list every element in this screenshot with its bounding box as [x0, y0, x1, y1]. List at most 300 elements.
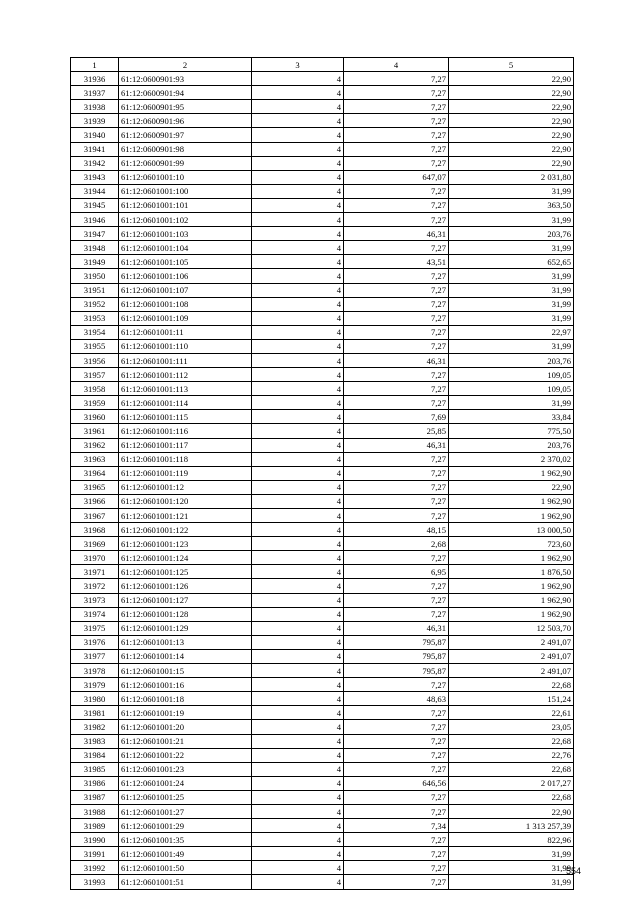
cadastral-number-cell: 61:12:0601001:14	[119, 649, 252, 663]
col4-cell: 646,56	[344, 776, 449, 790]
row-number-cell: 31979	[71, 678, 119, 692]
col5-cell: 22,90	[449, 128, 574, 142]
col5-cell: 22,97	[449, 325, 574, 339]
row-number-cell: 31939	[71, 114, 119, 128]
table-row	[71, 706, 574, 720]
col4-cell: 7,27	[344, 368, 449, 382]
col3-cell: 4	[252, 114, 344, 128]
row-number-cell: 31981	[71, 706, 119, 720]
col3-cell: 4	[252, 678, 344, 692]
row-number-cell: 31983	[71, 734, 119, 748]
col3-cell: 4	[252, 621, 344, 635]
cadastral-number-cell: 61:12:0600901:94	[119, 86, 252, 100]
cadastral-number-cell: 61:12:0601001:120	[119, 494, 252, 508]
cadastral-number-cell: 61:12:0601001:115	[119, 410, 252, 424]
row-number-cell: 31955	[71, 339, 119, 353]
row-number-cell: 31943	[71, 170, 119, 184]
table-row	[71, 607, 574, 621]
col4-cell: 7,27	[344, 762, 449, 776]
cadastral-number-cell: 61:12:0600901:93	[119, 72, 252, 86]
row-number-cell: 31978	[71, 664, 119, 678]
table-row	[71, 509, 574, 523]
cadastral-number-cell: 61:12:0601001:127	[119, 593, 252, 607]
col3-cell: 4	[252, 466, 344, 480]
col3-cell: 4	[252, 579, 344, 593]
col4-cell: 7,27	[344, 396, 449, 410]
cadastral-number-cell: 61:12:0601001:16	[119, 678, 252, 692]
row-number-cell: 31964	[71, 466, 119, 480]
col3-cell: 4	[252, 368, 344, 382]
col5-cell: 652,65	[449, 255, 574, 269]
col4-cell: 7,27	[344, 480, 449, 494]
row-number-cell: 31941	[71, 142, 119, 156]
col3-cell: 4	[252, 720, 344, 734]
col3-cell: 4	[252, 353, 344, 367]
col3-cell: 4	[252, 213, 344, 227]
col5-cell: 775,50	[449, 424, 574, 438]
cadastral-number-cell: 61:12:0601001:11	[119, 325, 252, 339]
cadastral-number-cell: 61:12:0600901:97	[119, 128, 252, 142]
table-row	[71, 537, 574, 551]
col4-cell: 7,27	[344, 269, 449, 283]
col4-cell: 7,27	[344, 184, 449, 198]
col3-cell: 4	[252, 452, 344, 466]
col3-cell: 4	[252, 607, 344, 621]
row-number-cell: 31946	[71, 213, 119, 227]
col5-cell: 31,99	[449, 241, 574, 255]
table-row	[71, 227, 574, 241]
col3-cell: 4	[252, 748, 344, 762]
table-row	[71, 720, 574, 734]
table-row	[71, 621, 574, 635]
cadastral-number-cell: 61:12:0601001:125	[119, 565, 252, 579]
col3-cell: 4	[252, 635, 344, 649]
table-row	[71, 396, 574, 410]
col5-cell: 31,99	[449, 311, 574, 325]
row-number-cell: 31959	[71, 396, 119, 410]
col3-cell: 4	[252, 410, 344, 424]
col3-cell: 4	[252, 438, 344, 452]
table-row	[71, 213, 574, 227]
col5-cell: 203,76	[449, 353, 574, 367]
column-header-5: 5	[449, 58, 574, 72]
col4-cell: 7,27	[344, 847, 449, 861]
col4-cell: 7,27	[344, 790, 449, 804]
col3-cell: 4	[252, 297, 344, 311]
col3-cell: 4	[252, 776, 344, 790]
table-row	[71, 424, 574, 438]
col3-cell: 4	[252, 494, 344, 508]
row-number-cell: 31961	[71, 424, 119, 438]
cadastral-number-cell: 61:12:0601001:35	[119, 833, 252, 847]
col4-cell: 7,27	[344, 861, 449, 875]
table-row	[71, 452, 574, 466]
cadastral-number-cell: 61:12:0601001:21	[119, 734, 252, 748]
col4-cell: 647,07	[344, 170, 449, 184]
col5-cell: 2 031,80	[449, 170, 574, 184]
col3-cell: 4	[252, 142, 344, 156]
col5-cell: 12 503,70	[449, 621, 574, 635]
cadastral-number-cell: 61:12:0601001:122	[119, 523, 252, 537]
table-row	[71, 184, 574, 198]
col5-cell: 31,99	[449, 184, 574, 198]
col3-cell: 4	[252, 100, 344, 114]
table-row	[71, 692, 574, 706]
col5-cell: 13 000,50	[449, 523, 574, 537]
col4-cell: 7,69	[344, 410, 449, 424]
col5-cell: 1 313 257,39	[449, 819, 574, 833]
col4-cell: 46,31	[344, 353, 449, 367]
col4-cell: 7,27	[344, 579, 449, 593]
col4-cell: 7,27	[344, 241, 449, 255]
table-row	[71, 382, 574, 396]
row-number-cell: 31945	[71, 198, 119, 212]
table-row	[71, 664, 574, 678]
col5-cell: 31,99	[449, 339, 574, 353]
cadastral-number-cell: 61:12:0601001:112	[119, 368, 252, 382]
row-number-cell: 31967	[71, 509, 119, 523]
col5-cell: 31,99	[449, 861, 574, 875]
col4-cell: 25,85	[344, 424, 449, 438]
cadastral-number-cell: 61:12:0601001:107	[119, 283, 252, 297]
row-number-cell: 31966	[71, 494, 119, 508]
cadastral-number-cell: 61:12:0601001:108	[119, 297, 252, 311]
cadastral-number-cell: 61:12:0601001:23	[119, 762, 252, 776]
table-row	[71, 649, 574, 663]
table-row	[71, 156, 574, 170]
col3-cell: 4	[252, 790, 344, 804]
col5-cell: 31,99	[449, 213, 574, 227]
col5-cell: 22,90	[449, 142, 574, 156]
col3-cell: 4	[252, 692, 344, 706]
cadastral-number-cell: 61:12:0601001:105	[119, 255, 252, 269]
col4-cell: 7,27	[344, 100, 449, 114]
row-number-cell: 31937	[71, 86, 119, 100]
col5-cell: 31,99	[449, 396, 574, 410]
table-row	[71, 734, 574, 748]
col3-cell: 4	[252, 861, 344, 875]
row-number-cell: 31986	[71, 776, 119, 790]
column-header-3: 3	[252, 58, 344, 72]
col4-cell: 7,27	[344, 804, 449, 818]
col4-cell: 7,27	[344, 297, 449, 311]
col5-cell: 2 017,27	[449, 776, 574, 790]
table-row	[71, 100, 574, 114]
col5-cell: 31,99	[449, 297, 574, 311]
col3-cell: 4	[252, 537, 344, 551]
col4-cell: 7,27	[344, 128, 449, 142]
col5-cell: 22,68	[449, 734, 574, 748]
col3-cell: 4	[252, 86, 344, 100]
table-row	[71, 325, 574, 339]
col5-cell: 22,90	[449, 100, 574, 114]
table-row	[71, 410, 574, 424]
table-row	[71, 776, 574, 790]
cadastral-number-cell: 61:12:0600901:99	[119, 156, 252, 170]
col5-cell: 151,24	[449, 692, 574, 706]
col5-cell: 203,76	[449, 227, 574, 241]
column-header-1: 1	[71, 58, 119, 72]
cadastral-number-cell: 61:12:0601001:116	[119, 424, 252, 438]
table-row	[71, 269, 574, 283]
col4-cell: 7,27	[344, 339, 449, 353]
col5-cell: 363,50	[449, 198, 574, 212]
table-row	[71, 593, 574, 607]
table-row	[71, 833, 574, 847]
col3-cell: 4	[252, 325, 344, 339]
col5-cell: 22,90	[449, 804, 574, 818]
table-row	[71, 368, 574, 382]
col5-cell: 2 491,07	[449, 649, 574, 663]
table-row	[71, 551, 574, 565]
row-number-cell: 31977	[71, 649, 119, 663]
col4-cell: 795,87	[344, 635, 449, 649]
col4-cell: 7,27	[344, 748, 449, 762]
cadastral-number-cell: 61:12:0601001:126	[119, 579, 252, 593]
col5-cell: 1 962,90	[449, 551, 574, 565]
table-row	[71, 311, 574, 325]
col5-cell: 822,96	[449, 833, 574, 847]
col3-cell: 4	[252, 762, 344, 776]
cadastral-number-cell: 61:12:0601001:104	[119, 241, 252, 255]
cadastral-number-cell: 61:12:0601001:123	[119, 537, 252, 551]
col3-cell: 4	[252, 72, 344, 86]
col3-cell: 4	[252, 551, 344, 565]
cadastral-number-cell: 61:12:0601001:113	[119, 382, 252, 396]
row-number-cell: 31993	[71, 875, 119, 889]
col3-cell: 4	[252, 255, 344, 269]
col4-cell: 46,31	[344, 227, 449, 241]
table-row	[71, 748, 574, 762]
table-row	[71, 762, 574, 776]
cadastral-number-cell: 61:12:0601001:110	[119, 339, 252, 353]
col3-cell: 4	[252, 593, 344, 607]
col4-cell: 7,27	[344, 325, 449, 339]
cadastral-number-cell: 61:12:0601001:18	[119, 692, 252, 706]
table-row	[71, 804, 574, 818]
col3-cell: 4	[252, 734, 344, 748]
column-header-4: 4	[344, 58, 449, 72]
col3-cell: 4	[252, 706, 344, 720]
table-row	[71, 198, 574, 212]
cadastral-number-cell: 61:12:0601001:109	[119, 311, 252, 325]
col5-cell: 2 370,02	[449, 452, 574, 466]
col5-cell: 1 962,90	[449, 593, 574, 607]
col3-cell: 4	[252, 819, 344, 833]
col5-cell: 22,90	[449, 156, 574, 170]
table-row	[71, 438, 574, 452]
col4-cell: 7,27	[344, 720, 449, 734]
cadastral-number-cell: 61:12:0601001:50	[119, 861, 252, 875]
col4-cell: 7,27	[344, 551, 449, 565]
col5-cell: 31,99	[449, 283, 574, 297]
col4-cell: 795,87	[344, 664, 449, 678]
col4-cell: 7,27	[344, 142, 449, 156]
row-number-cell: 31952	[71, 297, 119, 311]
col3-cell: 4	[252, 283, 344, 297]
col4-cell: 48,63	[344, 692, 449, 706]
row-number-cell: 31980	[71, 692, 119, 706]
cadastral-number-cell: 61:12:0601001:129	[119, 621, 252, 635]
col5-cell: 203,76	[449, 438, 574, 452]
row-number-cell: 31949	[71, 255, 119, 269]
col3-cell: 4	[252, 241, 344, 255]
column-header-2: 2	[119, 58, 252, 72]
col5-cell: 22,61	[449, 706, 574, 720]
cadastral-number-cell: 61:12:0600901:95	[119, 100, 252, 114]
table-row	[71, 114, 574, 128]
col4-cell: 46,31	[344, 438, 449, 452]
col4-cell: 43,51	[344, 255, 449, 269]
col4-cell: 7,27	[344, 86, 449, 100]
cadastral-number-cell: 61:12:0601001:102	[119, 213, 252, 227]
table-row	[71, 142, 574, 156]
col5-cell: 1 876,50	[449, 565, 574, 579]
cadastral-number-cell: 61:12:0601001:51	[119, 875, 252, 889]
col5-cell: 723,60	[449, 537, 574, 551]
col4-cell: 7,27	[344, 198, 449, 212]
col3-cell: 4	[252, 424, 344, 438]
table-header	[71, 58, 574, 72]
col3-cell: 4	[252, 875, 344, 889]
cadastral-number-cell: 61:12:0601001:20	[119, 720, 252, 734]
col3-cell: 4	[252, 509, 344, 523]
table-row	[71, 339, 574, 353]
col5-cell: 22,90	[449, 114, 574, 128]
col4-cell: 7,27	[344, 466, 449, 480]
col4-cell: 7,27	[344, 494, 449, 508]
col4-cell: 7,27	[344, 734, 449, 748]
col4-cell: 7,27	[344, 72, 449, 86]
row-number-cell: 31950	[71, 269, 119, 283]
col3-cell: 4	[252, 396, 344, 410]
col5-cell: 31,99	[449, 875, 574, 889]
cadastral-number-cell: 61:12:0601001:124	[119, 551, 252, 565]
col4-cell: 7,27	[344, 706, 449, 720]
col5-cell: 23,05	[449, 720, 574, 734]
col5-cell: 31,99	[449, 847, 574, 861]
row-number-cell: 31938	[71, 100, 119, 114]
col4-cell: 7,27	[344, 114, 449, 128]
col3-cell: 4	[252, 523, 344, 537]
col3-cell: 4	[252, 847, 344, 861]
table-row	[71, 86, 574, 100]
col5-cell: 1 962,90	[449, 509, 574, 523]
col3-cell: 4	[252, 170, 344, 184]
cadastral-number-cell: 61:12:0601001:119	[119, 466, 252, 480]
table-row	[71, 861, 574, 875]
col3-cell: 4	[252, 184, 344, 198]
table-row	[71, 466, 574, 480]
table-row	[71, 480, 574, 494]
table-row	[71, 523, 574, 537]
col4-cell: 7,27	[344, 382, 449, 396]
col3-cell: 4	[252, 156, 344, 170]
cadastral-number-cell: 61:12:0601001:101	[119, 198, 252, 212]
col5-cell: 109,05	[449, 382, 574, 396]
cadastral-number-cell: 61:12:0601001:118	[119, 452, 252, 466]
row-number-cell: 31973	[71, 593, 119, 607]
row-number-cell: 31987	[71, 790, 119, 804]
col3-cell: 4	[252, 339, 344, 353]
cadastral-number-cell: 61:12:0601001:19	[119, 706, 252, 720]
col5-cell: 22,90	[449, 72, 574, 86]
row-number-cell: 31982	[71, 720, 119, 734]
row-number-cell: 31965	[71, 480, 119, 494]
cadastral-number-cell: 61:12:0601001:24	[119, 776, 252, 790]
row-number-cell: 31960	[71, 410, 119, 424]
col3-cell: 4	[252, 833, 344, 847]
cadastral-number-cell: 61:12:0601001:10	[119, 170, 252, 184]
col5-cell: 31,99	[449, 269, 574, 283]
table-row	[71, 128, 574, 142]
col5-cell: 22,68	[449, 678, 574, 692]
cadastral-number-cell: 61:12:0601001:27	[119, 804, 252, 818]
col4-cell: 7,27	[344, 509, 449, 523]
row-number-cell: 31954	[71, 325, 119, 339]
row-number-cell: 31957	[71, 368, 119, 382]
row-number-cell: 31963	[71, 452, 119, 466]
table-row	[71, 565, 574, 579]
col4-cell: 795,87	[344, 649, 449, 663]
table-row	[71, 790, 574, 804]
header-row	[71, 58, 574, 72]
col5-cell: 109,05	[449, 368, 574, 382]
col4-cell: 7,27	[344, 593, 449, 607]
row-number-cell: 31988	[71, 804, 119, 818]
col4-cell: 48,15	[344, 523, 449, 537]
col5-cell: 22,90	[449, 480, 574, 494]
col4-cell: 7,27	[344, 156, 449, 170]
table-row	[71, 635, 574, 649]
col3-cell: 4	[252, 311, 344, 325]
row-number-cell: 31953	[71, 311, 119, 325]
col4-cell: 46,31	[344, 621, 449, 635]
data-table	[70, 57, 574, 890]
cadastral-number-cell: 61:12:0601001:121	[119, 509, 252, 523]
col3-cell: 4	[252, 480, 344, 494]
col3-cell: 4	[252, 227, 344, 241]
table-row	[71, 819, 574, 833]
table-body	[71, 72, 574, 889]
row-number-cell: 31944	[71, 184, 119, 198]
page-number: 554	[566, 866, 582, 876]
col3-cell: 4	[252, 198, 344, 212]
col4-cell: 7,27	[344, 311, 449, 325]
cadastral-number-cell: 61:12:0600901:98	[119, 142, 252, 156]
row-number-cell: 31984	[71, 748, 119, 762]
table-row	[71, 170, 574, 184]
table-row	[71, 494, 574, 508]
col4-cell: 2,68	[344, 537, 449, 551]
row-number-cell: 31976	[71, 635, 119, 649]
col5-cell: 22,76	[449, 748, 574, 762]
row-number-cell: 31972	[71, 579, 119, 593]
col3-cell: 4	[252, 804, 344, 818]
row-number-cell: 31951	[71, 283, 119, 297]
row-number-cell: 31990	[71, 833, 119, 847]
row-number-cell: 31989	[71, 819, 119, 833]
table-row	[71, 241, 574, 255]
table-row	[71, 875, 574, 889]
table-row	[71, 353, 574, 367]
col5-cell: 22,68	[449, 762, 574, 776]
col4-cell: 7,27	[344, 678, 449, 692]
row-number-cell: 31985	[71, 762, 119, 776]
col5-cell: 2 491,07	[449, 635, 574, 649]
row-number-cell: 31975	[71, 621, 119, 635]
col4-cell: 7,27	[344, 833, 449, 847]
